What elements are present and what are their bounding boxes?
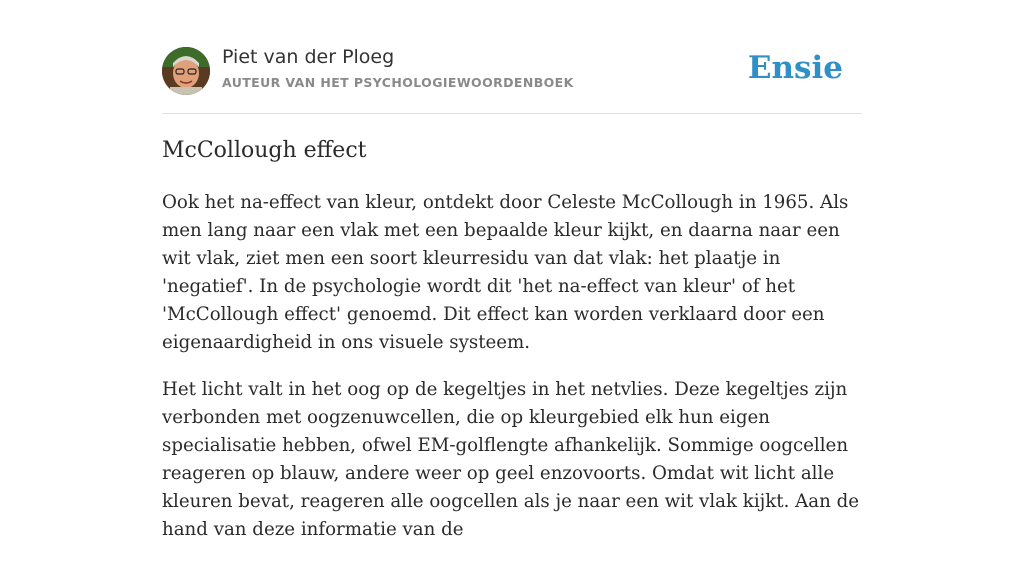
- page: [162, 0, 862, 540]
- author-avatar[interactable]: [162, 47, 210, 95]
- article-title: McCollough effect: [162, 138, 367, 163]
- author-subtitle: AUTEUR VAN HET PSYCHOLOGIEWOORDENBOEK: [222, 75, 574, 90]
- article-paragraph: Ook het na-effect van kleur, ontdekt door Celeste McCollough in 1965. Als men lang naar een vlak met een bepaalde kleur kijkt, en daarna naar een wit vlak, ziet men een soort kleurresidu van dat vlak: het plaatje in 'negatief'. In de psychologie wordt dit 'het na-effect van kleur' of het 'McCollough effect' genoemd. Dit effect kan worden verklaard door een eigenaardigheid in ons visuele systeem.: [162, 192, 849, 353]
- ensie-logo[interactable]: Ensie: [747, 50, 843, 86]
- portrait-icon: [162, 47, 210, 95]
- author-name[interactable]: Piet van der Ploeg: [222, 46, 395, 68]
- article-paragraph: Het licht valt in het oog op de kegeltjes in het netvlies. Deze kegeltjes zijn verbonden met oogzenuwcellen, die op kleurgebied elk hun eigen specialisatie hebben, ofwel EM-golflengte afhankelijk. Sommige oogcellen reageren op blauw, andere weer op geel enzovoorts. Omdat wit licht alle kleuren bevat, reageren alle oogcellen als je naar een wit vlak kijkt. Aan de hand van deze informatie van de: [162, 379, 860, 540]
- article-body: [162, 189, 862, 563]
- author-header: [162, 0, 862, 114]
